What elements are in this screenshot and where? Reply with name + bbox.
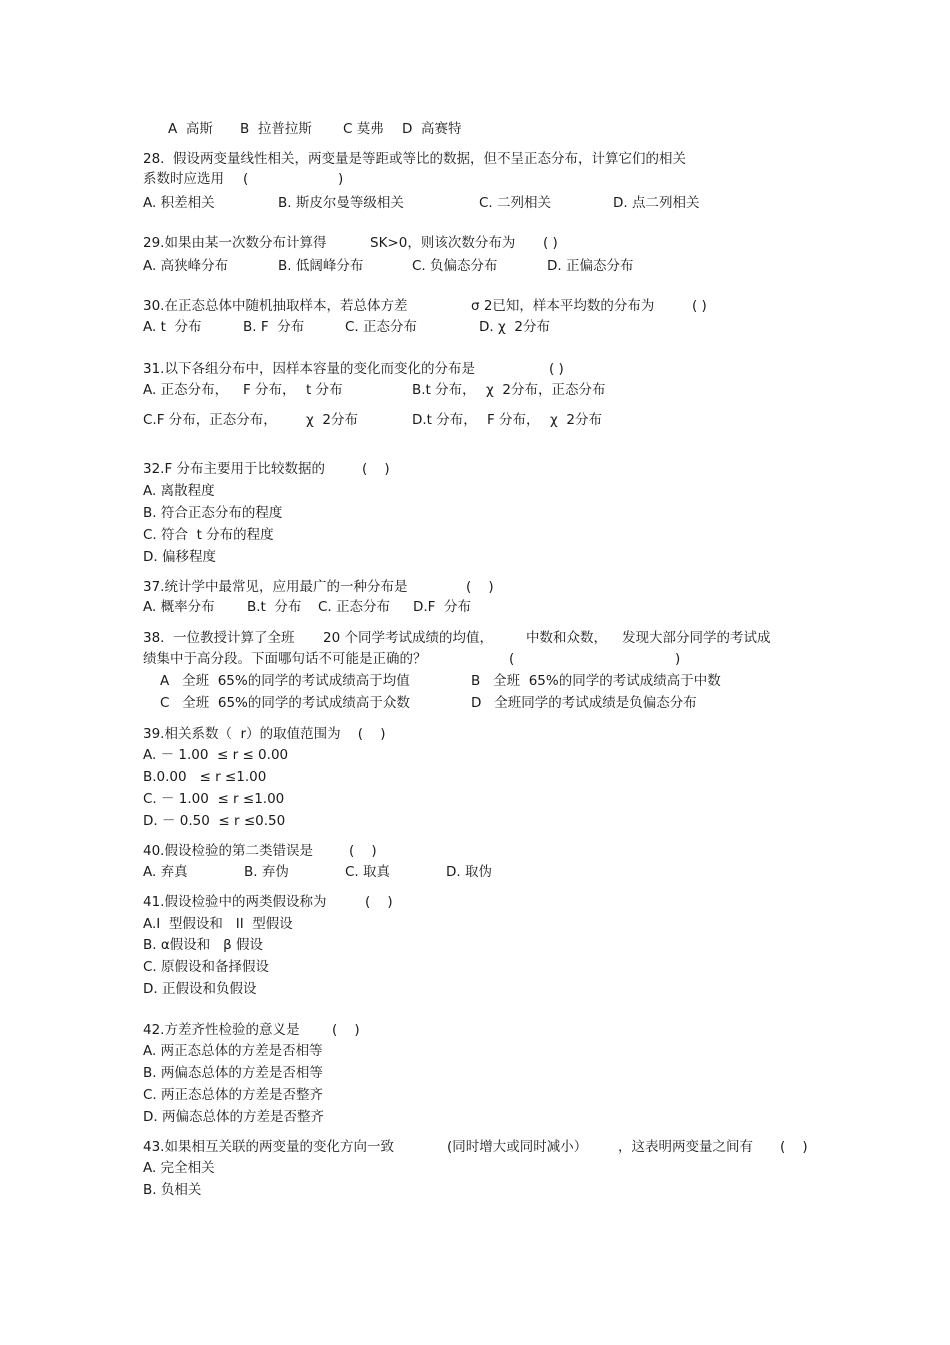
q42-stem: 42.方差齐性检验的意义是 <box>143 1022 300 1038</box>
q38-stem-1d: 发现大部分同学的考试成 <box>622 630 771 646</box>
q31-option-a-3: t 分布 <box>306 382 343 398</box>
q38-stem-2: 绩集中于高分段。下面哪句话不可能是正确的？ <box>143 651 427 667</box>
q37-option-c: C. 正态分布 <box>318 599 391 615</box>
q28-option-b: B. 斯皮尔曼等级相关 <box>278 195 404 211</box>
q28-option-c: C. 二列相关 <box>479 195 552 211</box>
q41-option-d: D. 正假设和负假设 <box>143 981 257 997</box>
q30-paren: ( ) <box>692 298 707 314</box>
q39-option-d: D. － 0.50 ≤ r ≤0.50 <box>143 813 286 829</box>
q31-option-a-1: A. 正态分布， <box>143 382 229 398</box>
q28-option-d: D. 点二列相关 <box>613 195 700 211</box>
q29-paren: ( ) <box>543 235 558 251</box>
q43-stem: 43.如果相互关联的两变量的变化方向一致 <box>143 1139 394 1155</box>
q40-option-d: D. 取伪 <box>446 864 492 880</box>
q43-stem-paren: (同时增大或同时减小） <box>447 1139 588 1155</box>
q43-stem-cont: ，这表明两变量之间有 <box>618 1139 753 1155</box>
q41-option-b: B. α假设和 β 假设 <box>143 937 264 953</box>
q38-paren-open: ( <box>509 651 515 667</box>
q38-stem-1c: 中数和众数， <box>526 630 607 646</box>
q31-paren: ( ) <box>549 361 564 377</box>
q29-option-c: C. 负偏态分布 <box>412 258 498 274</box>
q43-paren: ( ) <box>780 1139 808 1155</box>
q38-option-d: D 全班同学的考试成绩是负偏态分布 <box>471 695 697 711</box>
q39-stem: 39.相关系数（ r）的取值范围为 ( ) <box>143 726 386 742</box>
q31-stem: 31.以下各组分布中，因样本容量的变化而变化的分布是 <box>143 361 475 377</box>
q31-option-a-2: F 分布， <box>243 382 296 398</box>
q28-stem-line1: 28. 假设两变量线性相关，两变量是等距或等比的数据，但不呈正态分布，计算它们的相关 <box>143 151 687 167</box>
q39-option-c: C. － 1.00 ≤ r ≤1.00 <box>143 791 285 807</box>
q32-option-a: A. 离散程度 <box>143 483 215 499</box>
q41-option-a: A.I 型假设和 II 型假设 <box>143 916 293 932</box>
q37-stem: 37.统计学中最常见，应用最广的一种分布是 <box>143 579 408 595</box>
q28-stem-line2: 系数时应选用 <box>143 171 224 187</box>
q40-option-c: C. 取真 <box>345 864 391 880</box>
q37-option-d: D.F 分布 <box>413 599 472 615</box>
q43-option-a: A. 完全相关 <box>143 1160 215 1176</box>
q32-option-d: D. 偏移程度 <box>143 549 216 565</box>
q38-stem-1b: 20 个同学考试成绩的均值， <box>323 630 493 646</box>
q32-option-c: C. 符合 t 分布的程度 <box>143 527 274 543</box>
q28-paren-open: ( <box>243 171 249 187</box>
q31-option-c-1: C.F 分布，正态分布， <box>143 412 277 428</box>
q30-option-c: C. 正态分布 <box>345 319 418 335</box>
q41-paren: ( ) <box>365 894 393 910</box>
q31-option-b-1: B.t 分布， <box>412 382 476 398</box>
q32-paren: ( ) <box>362 461 390 477</box>
q29-option-d: D. 正偏态分布 <box>547 258 634 274</box>
q30-stem: 30.在正态总体中随机抽取样本，若总体方差 <box>143 298 408 314</box>
q29-option-b: B. 低阔峰分布 <box>278 258 364 274</box>
q29-stem: 29.如果由某一次数分布计算得 <box>143 235 327 251</box>
q31-option-d-2: F 分布， <box>487 412 540 428</box>
q31-option-d-1: D.t 分布， <box>412 412 477 428</box>
q30-option-b: B. F 分布 <box>243 319 305 335</box>
q31-option-b-2: χ 2分布，正态分布 <box>486 382 606 398</box>
q28-paren-close: ) <box>338 171 344 187</box>
q38-option-c: C 全班 65%的同学的考试成绩高于众数 <box>160 695 410 711</box>
q40-option-b: B. 弃伪 <box>244 864 289 880</box>
q41-option-c: C. 原假设和备择假设 <box>143 959 270 975</box>
q38-option-b: B 全班 65%的同学的考试成绩高于中数 <box>471 673 721 689</box>
q31-option-d-3: χ 2分布 <box>550 412 602 428</box>
q37-option-a: A. 概率分布 <box>143 599 215 615</box>
q41-stem: 41.假设检验中的两类假设称为 <box>143 894 327 910</box>
q40-option-a: A. 弃真 <box>143 864 188 880</box>
q27-option-d: D 高赛特 <box>402 121 462 137</box>
q37-paren: ( ) <box>466 579 494 595</box>
q42-paren: ( ) <box>332 1022 360 1038</box>
q39-option-b: B.0.00 ≤ r ≤1.00 <box>143 769 267 785</box>
q43-option-b: B. 负相关 <box>143 1182 202 1198</box>
q27-option-b: B 拉普拉斯 <box>240 121 312 137</box>
q40-paren: ( ) <box>349 843 377 859</box>
q27-option-c: C 莫弗 <box>343 121 384 137</box>
q28-option-a: A. 积差相关 <box>143 195 215 211</box>
q42-option-c: C. 两正态总体的方差是否整齐 <box>143 1087 324 1103</box>
q32-stem: 32.F 分布主要用于比较数据的 <box>143 461 326 477</box>
q38-option-a: A 全班 65%的同学的考试成绩高于均值 <box>160 673 410 689</box>
q30-stem-cont: σ 2已知，样本平均数的分布为 <box>471 298 655 314</box>
q30-option-d: D. χ 2分布 <box>479 319 550 335</box>
q40-stem: 40.假设检验的第二类错误是 <box>143 843 313 859</box>
q31-option-c-2: χ 2分布 <box>306 412 358 428</box>
q29-option-a: A. 高狭峰分布 <box>143 258 229 274</box>
q27-option-a: A 高斯 <box>168 121 213 137</box>
q38-stem-1a: 38. 一位教授计算了全班 <box>143 630 295 646</box>
q29-stem-cont: SK>0，则该次数分布为 <box>370 235 516 251</box>
q42-option-a: A. 两正态总体的方差是否相等 <box>143 1043 323 1059</box>
q30-option-a: A. t 分布 <box>143 319 202 335</box>
q32-option-b: B. 符合正态分布的程度 <box>143 505 283 521</box>
q39-option-a: A. － 1.00 ≤ r ≤ 0.00 <box>143 747 289 763</box>
q42-option-b: B. 两偏态总体的方差是否相等 <box>143 1065 323 1081</box>
q38-paren-close: ) <box>675 651 681 667</box>
q37-option-b: B.t 分布 <box>247 599 302 615</box>
q42-option-d: D. 两偏态总体的方差是否整齐 <box>143 1109 324 1125</box>
